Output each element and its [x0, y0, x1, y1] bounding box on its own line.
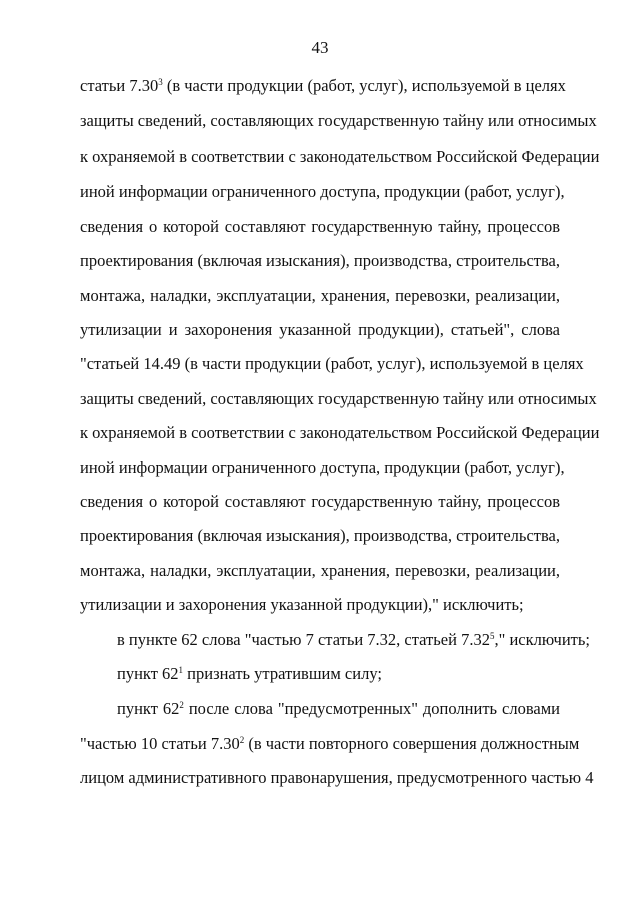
text-fragment: (в части продукции (работ, услуг), используемой в целях: [162, 76, 566, 95]
text-fragment: признать утратившим силу;: [183, 664, 382, 683]
text-line: сведения о которой составляют государственную тайну, процессов: [80, 217, 560, 236]
text-line: утилизации и захоронения указанной продукции)," исключить;: [80, 595, 524, 614]
text-line: к охраняемой в соответствии с законодательством Российской Федерации: [80, 147, 600, 166]
text-line: "статьей 14.49 (в части продукции (работ, услуг), используемой в целях: [80, 354, 584, 373]
text-fragment: "частью 10 статьи 7.30: [80, 734, 240, 753]
text-line: проектирования (включая изыскания), производства, строительства,: [80, 251, 560, 270]
text-line: [117, 664, 560, 684]
text-fragment: после слова "предусмотренных" дополнить словами: [183, 699, 560, 718]
text-line: сведения о которой составляют государственную тайну, процессов: [80, 492, 560, 511]
text-line: иной информации ограниченного доступа, продукции (работ, услуг),: [80, 458, 565, 477]
text-fragment: в пункте 62 слова "частью 7 статьи 7.32, статьей 7.32: [117, 630, 490, 649]
text-line: [80, 734, 580, 754]
text-line: проектирования (включая изыскания), производства, строительства,: [80, 526, 560, 545]
text-line: [117, 630, 590, 650]
page-number: 43: [311, 38, 329, 57]
text-line: монтажа, наладки, эксплуатации, хранения, перевозки, реализации,: [80, 286, 560, 305]
superscript: 2: [239, 735, 245, 745]
text-line: монтажа, наладки, эксплуатации, хранения, перевозки, реализации,: [80, 561, 560, 580]
superscript: 3: [158, 77, 163, 87]
text-fragment: пункт 62: [117, 699, 180, 718]
superscript: 2: [179, 700, 184, 710]
text-line: [80, 76, 566, 96]
text-fragment: пункт 62: [117, 664, 179, 683]
superscript: 5: [489, 631, 495, 641]
superscript: 1: [178, 665, 184, 675]
text-line: иной информации ограниченного доступа, продукции (работ, услуг),: [80, 182, 565, 201]
text-fragment: статьи 7.30: [80, 76, 159, 95]
text-line: лицом административного правонарушения, предусмотренного частью 4: [80, 768, 594, 787]
text-line: к охраняемой в соответствии с законодательством Российской Федерации: [80, 423, 600, 442]
text-line: утилизации и захоронения указанной продукции), статьей", слова: [80, 320, 560, 339]
text-line: [117, 699, 560, 719]
text-fragment: (в части повторного совершения должностным: [244, 734, 580, 753]
text-line: защиты сведений, составляющих государственную тайну или относимых: [80, 111, 597, 130]
text-line: защиты сведений, составляющих государственную тайну или относимых: [80, 389, 597, 408]
text-fragment: ," исключить;: [494, 630, 590, 649]
